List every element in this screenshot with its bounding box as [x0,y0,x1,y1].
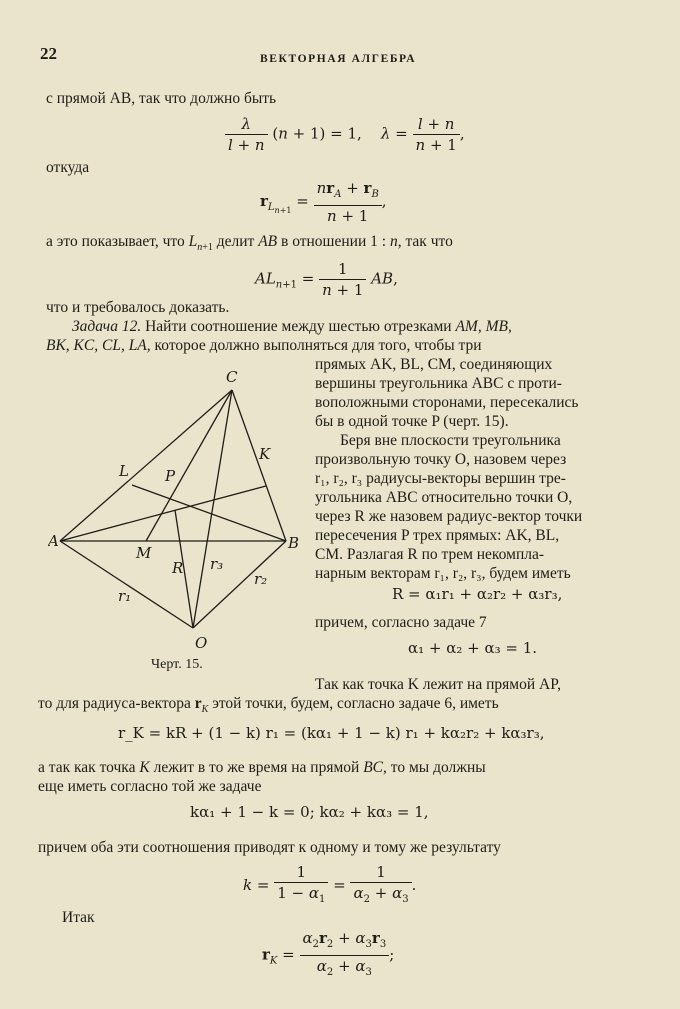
text-line: а это показывает, что $L_{n+1}$ делит AB в отношении 1 : n, так что [46,233,453,254]
label-k: K [259,445,271,463]
vector-r2 [193,541,286,628]
label-r2: r₂ [254,570,268,588]
text-line: еще иметь согласно той же задаче [38,778,262,795]
text-line: бы в одной точке P (черт. 15). [315,413,509,430]
text-line: а так как точка K лежит в то же время на прямой BC, то мы должны [38,759,486,776]
text-line: то для радиуса-вектора $r_K$ этой точки, будем, согласно задаче 6, иметь [38,695,499,716]
text-line: Так как точка K лежит на прямой AP, [315,676,561,693]
label-l: L [119,462,129,480]
figure-caption: Черт. 15. [151,657,203,672]
text-line: с прямой AB, так что должно быть [46,90,277,107]
text-line: r₁, r₂, r₃ радиусы-векторы вершин тре- [315,470,566,487]
text-line: BK, KC, CL, LA, которое должно выполняться для того, чтобы три [46,337,482,354]
text-line: причем, согласно задаче 7 [315,614,487,631]
text-line: нарным векторам r₁, r₂, r₃, будем иметь [315,565,571,582]
text-line: воположными сторонами, пересекались [315,394,579,411]
text-line: Итак [62,909,95,926]
page-number: 22 [40,44,57,63]
label-r3: r₃ [210,555,224,573]
equation-6: k = $\frac{1}{1 - \alpha_1}$ = $\frac{1}{\alpha_2 + \alpha_3}$ . [243,863,417,905]
equation-3: $AL_{n+1}$ = $\frac{1}{n + 1}$ AB, [255,260,398,299]
label-a: A [48,532,59,550]
label-m: M [136,544,152,562]
text-line: откуда [46,159,90,176]
text-line: Беря вне плоскости треугольника [340,432,561,449]
text-line: через R же назовем радиус-вектор точки [315,508,583,525]
equation-4: r_K = kR + (1 − k) r₁ = (kα₁ + 1 − k) r₁ + kα₂r₂ + kα₃r₃, [118,724,545,742]
label-o: O [195,634,208,652]
equation-5: kα₁ + 1 − k = 0; kα₂ + kα₃ = 1, [190,803,429,821]
equation-c2: α₁ + α₂ + α₃ = 1. [408,639,538,657]
text-line: что и требовалось доказать. [46,299,230,316]
running-title: ВЕКТОРНАЯ АЛГЕБРА [260,53,417,65]
text-line: Задача 12. Найти соотношение между шестью отрезками AM, MB, [72,318,512,335]
text-line: произвольную точку O, назовем через [315,451,567,468]
equation-7: $r_K$ = $\frac{\alpha_2r_2 + \alpha_3r_3}{\alpha_2 + \alpha_3}$ ; [262,929,395,978]
side-cb [232,390,286,541]
label-p: P [165,467,176,485]
text-line: угольника ABC относительно точки O, [315,489,573,506]
text-line: пересечения P трех прямых: AK, BL, [315,527,560,544]
label-b: B [288,534,300,552]
label-r: R [172,559,184,577]
label-c: C [226,368,238,386]
triangle-figure [48,368,303,658]
equation-1: $\frac{\lambda}{l + n}$ (n + 1) = 1, λ = $\frac{l + n}{n + 1}$ , [225,114,465,155]
text-line: причем оба эти соотношения приводят к одному и тому же результату [38,839,501,856]
equation-2: $r_{L_{n+1}}$ = $\frac{nr_A + r_B}{n + 1}$ , [260,179,387,225]
label-r1: r₁ [118,587,132,605]
text-line: CM. Разлагая R по трем некомпла- [315,546,545,563]
vector-r1 [60,541,193,628]
text-line: прямых AK, BL, CM, соединяющих [315,356,553,373]
equation-c1: R = α₁r₁ + α₂r₂ + α₃r₃, [392,585,563,603]
text-line: вершины треугольника ABC с проти- [315,375,562,392]
